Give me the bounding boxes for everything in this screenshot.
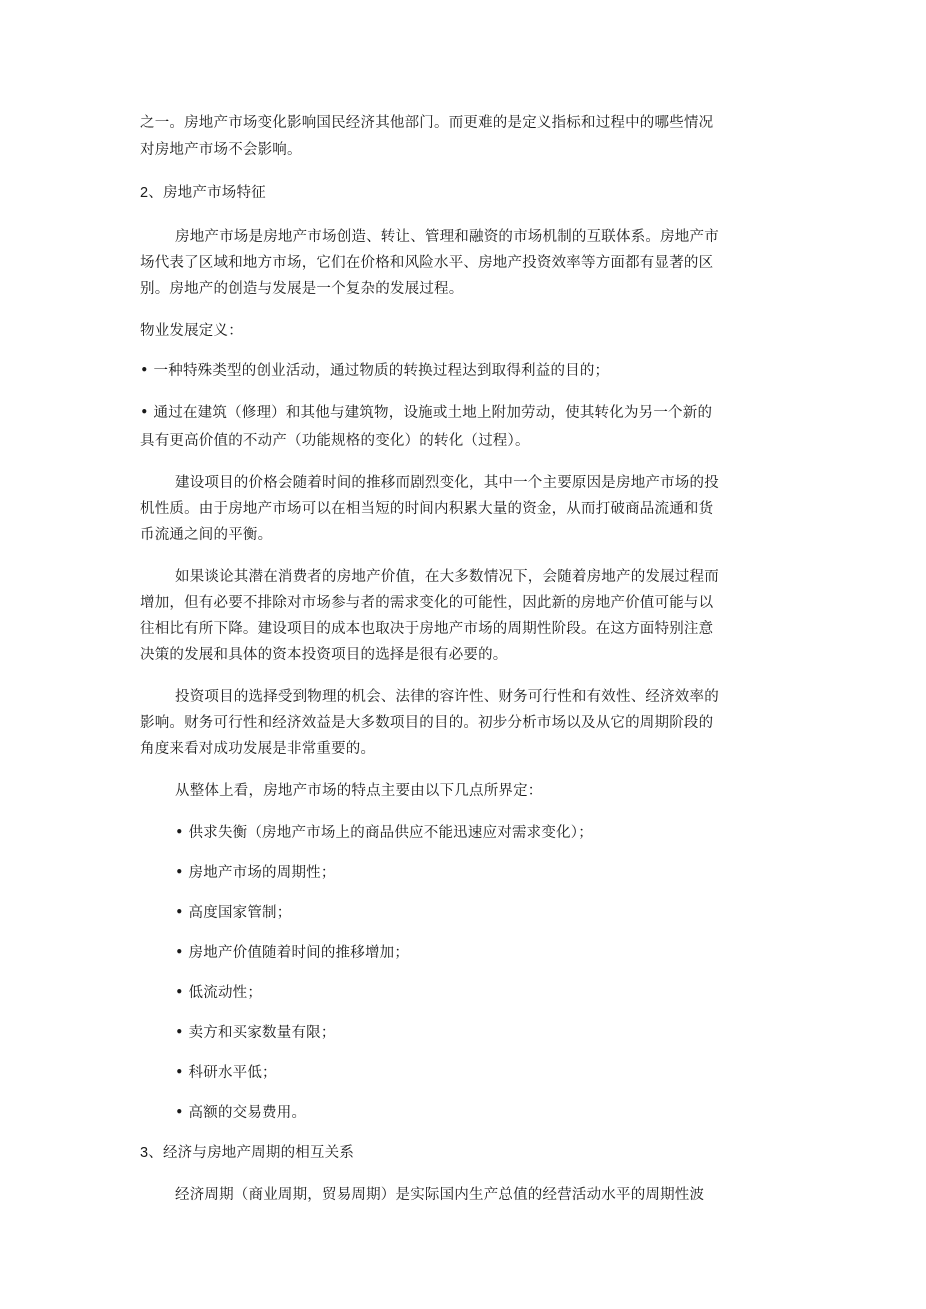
- paragraph-line: 之一。房地产市场变化影响国民经济其他部门。而更难的是定义指标和过程中的哪些情况: [140, 115, 714, 131]
- definition-heading: 物业发展定义：: [140, 323, 243, 339]
- paragraph-line: 如果谈论其潜在消费者的房地产价值，在大多数情况下，会随着房地产的发展过程而: [175, 569, 719, 585]
- section-heading-2: 2、房地产市场特征: [140, 185, 266, 201]
- paragraph-line: 往相比有所下降。建设项目的成本也取决于房地产市场的周期性阶段。在这方面特别注意: [140, 621, 714, 637]
- bullet-item: • 一种特殊类型的创业活动，通过物质的转换过程达到取得利益的目的；: [140, 363, 610, 379]
- bullet-item: • 房地产市场的周期性；: [175, 865, 336, 881]
- bullet-item: • 高额的交易费用。: [175, 1105, 307, 1121]
- section-heading-3: 3、经济与房地产周期的相互关系: [140, 1145, 355, 1161]
- paragraph-line: 币流通之间的平衡。: [140, 527, 273, 543]
- bullet-item: • 高度国家管制；: [175, 905, 292, 921]
- paragraph-line: 增加，但有必要不排除对市场参与者的需求变化的可能性，因此新的房地产价值可能与以: [140, 595, 714, 611]
- paragraph-line: 决策的发展和具体的资本投资项目的选择是很有必要的。: [140, 647, 508, 663]
- paragraph-line: 场代表了区域和地方市场，它们在价格和风险水平、房地产投资效率等方面都有显著的区: [140, 255, 714, 271]
- bullet-item: • 供求失衡（房地产市场上的商品供应不能迅速应对需求变化）；: [175, 825, 593, 841]
- bullet-item: • 卖方和买家数量有限；: [175, 1025, 336, 1041]
- paragraph-line: 经济周期（商业周期，贸易周期）是实际国内生产总值的经营活动水平的周期性波: [175, 1187, 705, 1203]
- paragraph-line: 别。房地产的创造与发展是一个复杂的发展过程。: [140, 281, 464, 297]
- paragraph-line: 具有更高价值的不动产（功能规格的变化）的转化（过程）。: [140, 433, 530, 449]
- paragraph-line: 房地产市场是房地产市场创造、转让、管理和融资的市场机制的互联体系。房地产市: [175, 229, 719, 245]
- bullet-item: • 通过在建筑（修理）和其他与建筑物，设施或土地上附加劳动，使其转化为另一个新的: [140, 405, 713, 421]
- paragraph-line: 角度来看对成功发展是非常重要的。: [140, 741, 376, 757]
- paragraph-line: 投资项目的选择受到物理的机会、法律的容许性、财务可行性和有效性、经济效率的: [175, 689, 719, 705]
- bullet-item: • 低流动性；: [175, 985, 263, 1001]
- paragraph-line: 从整体上看，房地产市场的特点主要由以下几点所界定：: [175, 783, 543, 799]
- paragraph-line: 对房地产市场不会影响。: [140, 142, 302, 158]
- bullet-item: • 科研水平低；: [175, 1065, 277, 1081]
- paragraph-line: 机性质。由于房地产市场可以在相当短的时间内积累大量的资金，从而打破商品流通和货: [140, 501, 714, 517]
- paragraph-line: 影响。财务可行性和经济效益是大多数项目的目的。初步分析市场以及从它的周期阶段的: [140, 715, 714, 731]
- bullet-item: • 房地产价值随着时间的推移增加；: [175, 945, 410, 961]
- paragraph-line: 建设项目的价格会随着时间的推移而剧烈变化，其中一个主要原因是房地产市场的投: [175, 475, 719, 491]
